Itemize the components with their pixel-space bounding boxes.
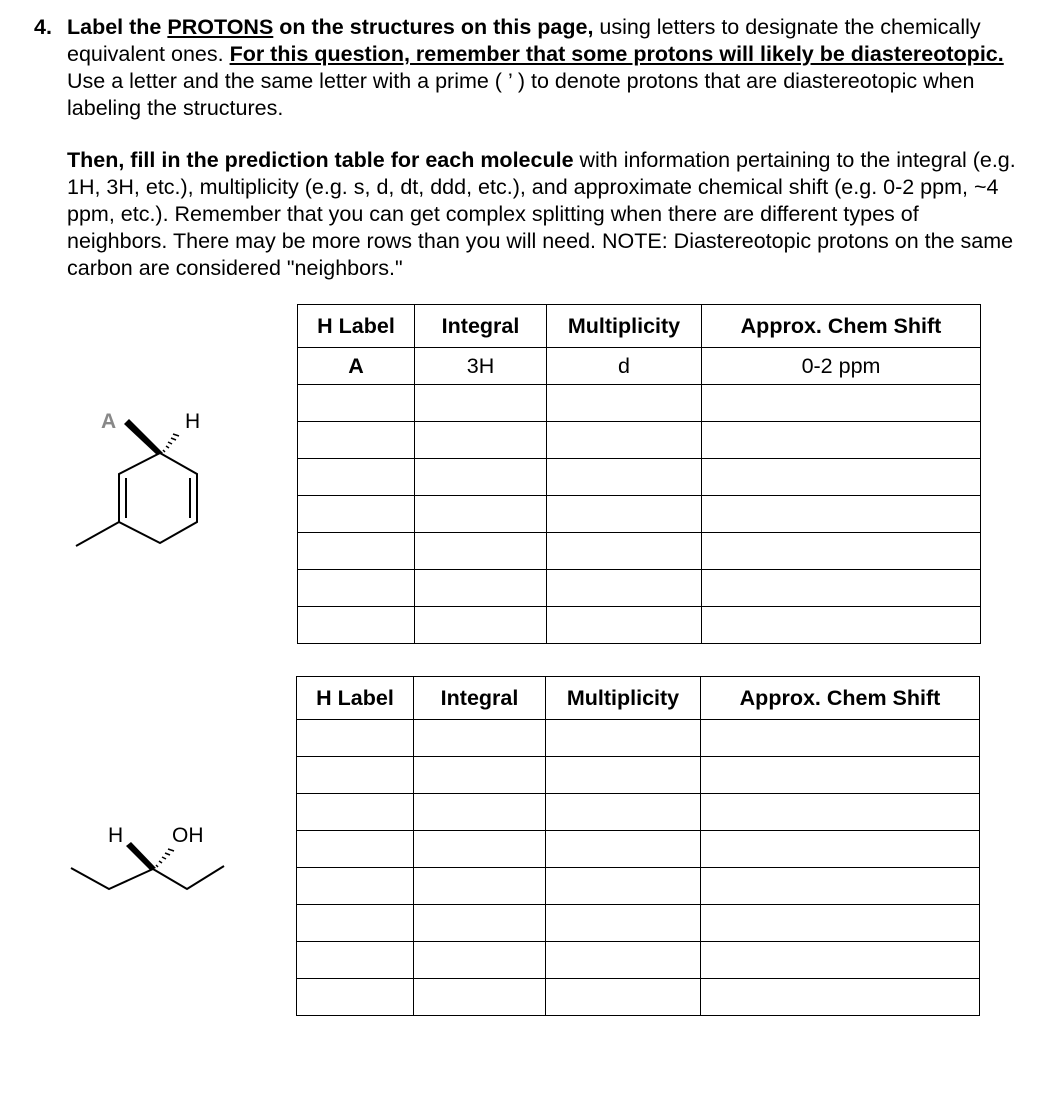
- cell-integral[interactable]: [414, 905, 546, 942]
- cell-integral[interactable]: [414, 720, 546, 757]
- prediction-table-2: [296, 676, 980, 1016]
- cell-chem-shift[interactable]: [701, 942, 980, 979]
- cell-multiplicity[interactable]: [547, 570, 702, 607]
- hash-bond: [163, 434, 179, 452]
- instruction-protons: PROTONS: [167, 15, 274, 39]
- table-header-row: [297, 677, 980, 720]
- cell-chem-shift[interactable]: [702, 570, 981, 607]
- cell-chem-shift[interactable]: [701, 720, 980, 757]
- cell-multiplicity[interactable]: [546, 757, 701, 794]
- instruction-bold-c: Then, fill in the prediction table for each molecule: [67, 148, 574, 172]
- instruction-bold-b: on the structures on this page,: [273, 15, 594, 39]
- label-oh: OH: [172, 824, 204, 847]
- cell-h-label[interactable]: [298, 607, 415, 644]
- table-row: [297, 868, 980, 905]
- instruction-text-a: using letters to designate the chemically equivalent ones.: [67, 15, 981, 66]
- cell-multiplicity[interactable]: [546, 831, 701, 868]
- header-h-label: H Label: [298, 305, 415, 348]
- cell-multiplicity[interactable]: [546, 868, 701, 905]
- cell-h-label[interactable]: [297, 979, 414, 1016]
- cell-h-label[interactable]: [298, 533, 415, 570]
- cell-integral[interactable]: [415, 459, 547, 496]
- cell-chem-shift[interactable]: [701, 979, 980, 1016]
- header-integral: Integral: [415, 305, 547, 348]
- cell-multiplicity[interactable]: [547, 385, 702, 422]
- table-row: [297, 720, 980, 757]
- cell-chem-shift[interactable]: [701, 868, 980, 905]
- cell-integral[interactable]: [414, 942, 546, 979]
- cell-h-label[interactable]: [297, 868, 414, 905]
- header-integral: Integral: [414, 677, 546, 720]
- molecule-1-methylcyclohexene: [76, 410, 200, 546]
- cell-chem-shift[interactable]: [702, 533, 981, 570]
- header-h-label: H Label: [297, 677, 414, 720]
- table-row: [298, 607, 981, 644]
- cell-multiplicity[interactable]: [547, 533, 702, 570]
- cell-chem-shift[interactable]: [701, 905, 980, 942]
- header-multiplicity: Multiplicity: [547, 305, 702, 348]
- cell-integral[interactable]: [415, 607, 547, 644]
- cell-multiplicity[interactable]: [546, 794, 701, 831]
- cell-integral[interactable]: [414, 831, 546, 868]
- cell-multiplicity[interactable]: [547, 607, 702, 644]
- table-header-row: [298, 305, 981, 348]
- table-row: [298, 385, 981, 422]
- instruction-text-c: with information pertaining to the integral (e.g. 1H, 3H, etc.), multiplicity (e.g. s, d, dt, ddd, etc.), and approximate chemical shift (e.g. 0-2 ppm, ~4 ppm, etc.). Remember that you can get complex splitting when there are different types of neighbors. There may be more rows than you will need. NOTE: Diastereotopic protons on the same carbon are considered "neighbors.": [67, 148, 1016, 280]
- cell-multiplicity[interactable]: [547, 459, 702, 496]
- example-chem-shift: 0-2 ppm: [702, 348, 981, 385]
- table-row: [298, 496, 981, 533]
- cell-h-label[interactable]: [298, 570, 415, 607]
- cell-multiplicity[interactable]: [546, 720, 701, 757]
- cell-integral[interactable]: [415, 422, 547, 459]
- cell-integral[interactable]: [414, 794, 546, 831]
- cell-h-label[interactable]: [297, 794, 414, 831]
- label-a: A: [101, 410, 117, 433]
- cell-h-label[interactable]: [297, 720, 414, 757]
- cell-chem-shift[interactable]: [702, 459, 981, 496]
- cell-chem-shift[interactable]: [701, 757, 980, 794]
- cell-multiplicity[interactable]: [546, 905, 701, 942]
- table-row-example: [298, 348, 981, 385]
- example-multiplicity: d: [547, 348, 702, 385]
- cell-integral[interactable]: [415, 496, 547, 533]
- cell-chem-shift[interactable]: [702, 496, 981, 533]
- cell-multiplicity[interactable]: [547, 496, 702, 533]
- carbon-chain: [71, 866, 224, 889]
- label-h-1: H: [185, 410, 201, 433]
- cell-integral[interactable]: [414, 757, 546, 794]
- table-row: [297, 979, 980, 1016]
- table-row: [297, 794, 980, 831]
- label-h-2: H: [108, 824, 124, 847]
- example-h-label: A: [298, 348, 415, 385]
- question-number: 4.: [34, 15, 52, 39]
- cell-h-label[interactable]: [298, 459, 415, 496]
- cell-h-label[interactable]: [298, 422, 415, 459]
- table-row: [298, 459, 981, 496]
- instruction-diastereotopic-note: For this question, remember that some protons will likely be diastereotopic.: [229, 42, 1004, 66]
- cell-chem-shift[interactable]: [701, 794, 980, 831]
- wedge-bond-2: [126, 842, 156, 870]
- cell-chem-shift[interactable]: [701, 831, 980, 868]
- cell-multiplicity[interactable]: [546, 942, 701, 979]
- ring: [119, 453, 197, 543]
- table-row: [298, 570, 981, 607]
- cell-integral[interactable]: [415, 385, 547, 422]
- cell-integral[interactable]: [415, 533, 547, 570]
- methyl-bond: [76, 522, 119, 546]
- cell-integral[interactable]: [414, 979, 546, 1016]
- cell-chem-shift[interactable]: [702, 607, 981, 644]
- cell-h-label[interactable]: [298, 385, 415, 422]
- header-chem-shift: Approx. Chem Shift: [701, 677, 980, 720]
- table-row: [297, 831, 980, 868]
- cell-integral[interactable]: [414, 868, 546, 905]
- cell-multiplicity[interactable]: [547, 422, 702, 459]
- wedge-bond: [124, 419, 163, 455]
- cell-h-label[interactable]: [297, 831, 414, 868]
- cell-chem-shift[interactable]: [702, 385, 981, 422]
- molecule-2-pentan-3-ol: [71, 824, 224, 889]
- table-row: [298, 422, 981, 459]
- table-row: [297, 905, 980, 942]
- prediction-table-1: [297, 304, 981, 644]
- cell-h-label[interactable]: [297, 757, 414, 794]
- instruction-text-b: Use a letter and the same letter with a prime ( ’ ) to denote protons that are diastereotopic when labeling the structures.: [67, 69, 975, 120]
- cell-h-label[interactable]: [297, 905, 414, 942]
- table-row: [297, 757, 980, 794]
- cell-h-label[interactable]: [298, 496, 415, 533]
- instruction-bold-a: Label the: [67, 15, 168, 39]
- cell-h-label[interactable]: [297, 942, 414, 979]
- example-integral: 3H: [415, 348, 547, 385]
- table-row: [298, 533, 981, 570]
- header-chem-shift: Approx. Chem Shift: [702, 305, 981, 348]
- table-row: [297, 942, 980, 979]
- hash-bond-2: [156, 849, 174, 867]
- header-multiplicity: Multiplicity: [546, 677, 701, 720]
- cell-integral[interactable]: [415, 570, 547, 607]
- cell-chem-shift[interactable]: [702, 422, 981, 459]
- cell-multiplicity[interactable]: [546, 979, 701, 1016]
